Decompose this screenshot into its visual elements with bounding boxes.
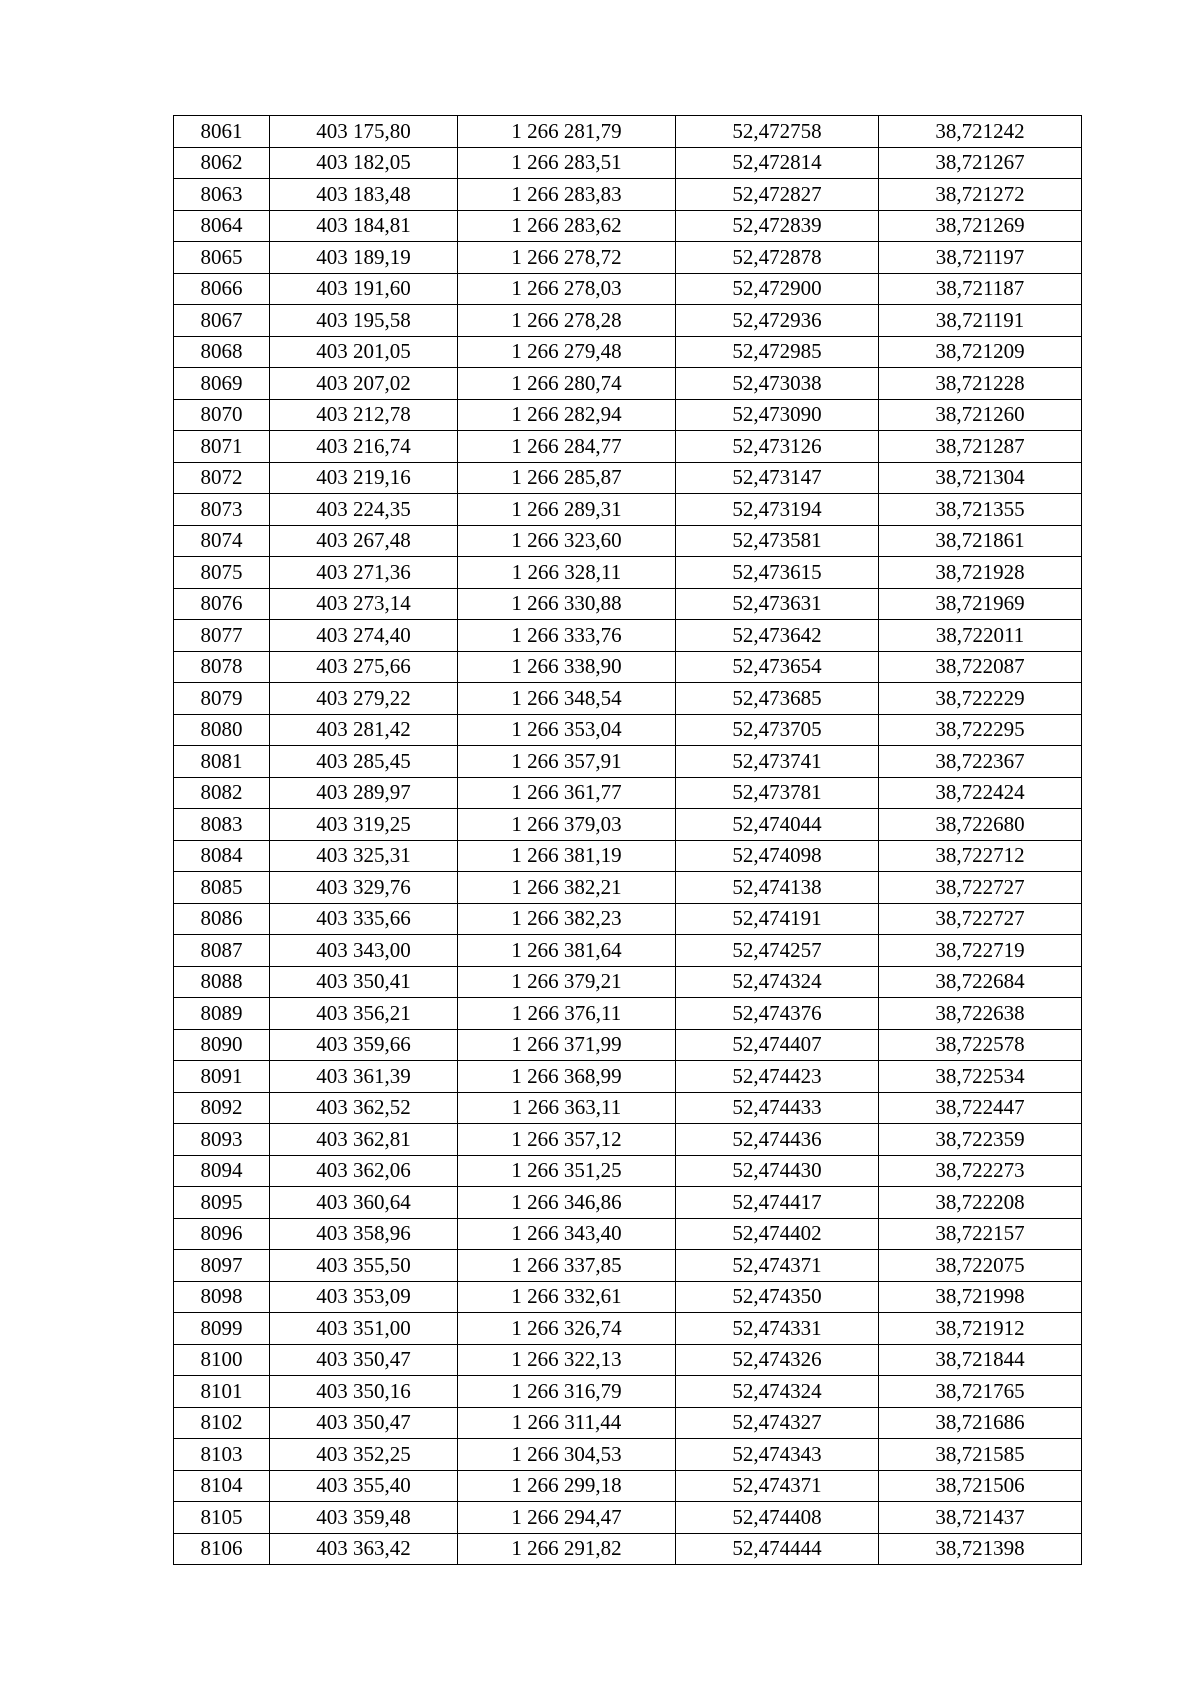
longitude-cell: 38,721912: [879, 1313, 1082, 1345]
table-row: [174, 746, 1082, 778]
latitude-cell: 52,472814: [676, 147, 879, 179]
longitude-cell: 38,721228: [879, 368, 1082, 400]
x-coordinate-cell: 403 355,50: [270, 1250, 458, 1282]
latitude-cell: 52,474417: [676, 1187, 879, 1219]
point-number-cell: 8080: [174, 714, 270, 746]
table-row: [174, 1155, 1082, 1187]
x-coordinate-cell: 403 289,97: [270, 777, 458, 809]
point-number-cell: 8090: [174, 1029, 270, 1061]
x-coordinate-cell: 403 352,25: [270, 1439, 458, 1471]
table-row: [174, 1344, 1082, 1376]
longitude-cell: 38,721686: [879, 1407, 1082, 1439]
point-number-cell: 8063: [174, 179, 270, 211]
x-coordinate-cell: 403 319,25: [270, 809, 458, 841]
longitude-cell: 38,721197: [879, 242, 1082, 274]
point-number-cell: 8079: [174, 683, 270, 715]
point-number-cell: 8106: [174, 1533, 270, 1565]
point-number-cell: 8085: [174, 872, 270, 904]
point-number-cell: 8083: [174, 809, 270, 841]
y-coordinate-cell: 1 266 357,91: [458, 746, 676, 778]
y-coordinate-cell: 1 266 284,77: [458, 431, 676, 463]
longitude-cell: 38,722727: [879, 903, 1082, 935]
x-coordinate-cell: 403 325,31: [270, 840, 458, 872]
point-number-cell: 8075: [174, 557, 270, 589]
longitude-cell: 38,722578: [879, 1029, 1082, 1061]
point-number-cell: 8072: [174, 462, 270, 494]
point-number-cell: 8073: [174, 494, 270, 526]
table-row: [174, 872, 1082, 904]
point-number-cell: 8078: [174, 651, 270, 683]
longitude-cell: 38,721187: [879, 273, 1082, 305]
point-number-cell: 8105: [174, 1502, 270, 1534]
point-number-cell: 8069: [174, 368, 270, 400]
point-number-cell: 8091: [174, 1061, 270, 1093]
point-number-cell: 8088: [174, 966, 270, 998]
point-number-cell: 8067: [174, 305, 270, 337]
y-coordinate-cell: 1 266 322,13: [458, 1344, 676, 1376]
x-coordinate-cell: 403 350,41: [270, 966, 458, 998]
table-row: [174, 1533, 1082, 1565]
x-coordinate-cell: 403 362,81: [270, 1124, 458, 1156]
longitude-cell: 38,721398: [879, 1533, 1082, 1565]
y-coordinate-cell: 1 266 278,72: [458, 242, 676, 274]
longitude-cell: 38,721287: [879, 431, 1082, 463]
latitude-cell: 52,472900: [676, 273, 879, 305]
point-number-cell: 8096: [174, 1218, 270, 1250]
y-coordinate-cell: 1 266 283,83: [458, 179, 676, 211]
y-coordinate-cell: 1 266 323,60: [458, 525, 676, 557]
longitude-cell: 38,721998: [879, 1281, 1082, 1313]
y-coordinate-cell: 1 266 279,48: [458, 336, 676, 368]
latitude-cell: 52,472839: [676, 210, 879, 242]
y-coordinate-cell: 1 266 289,31: [458, 494, 676, 526]
longitude-cell: 38,721506: [879, 1470, 1082, 1502]
y-coordinate-cell: 1 266 353,04: [458, 714, 676, 746]
x-coordinate-cell: 403 212,78: [270, 399, 458, 431]
table-row: [174, 714, 1082, 746]
longitude-cell: 38,722680: [879, 809, 1082, 841]
x-coordinate-cell: 403 362,06: [270, 1155, 458, 1187]
latitude-cell: 52,473685: [676, 683, 879, 715]
latitude-cell: 52,473147: [676, 462, 879, 494]
x-coordinate-cell: 403 184,81: [270, 210, 458, 242]
point-number-cell: 8070: [174, 399, 270, 431]
latitude-cell: 52,473781: [676, 777, 879, 809]
x-coordinate-cell: 403 361,39: [270, 1061, 458, 1093]
y-coordinate-cell: 1 266 381,64: [458, 935, 676, 967]
longitude-cell: 38,722719: [879, 935, 1082, 967]
x-coordinate-cell: 403 363,42: [270, 1533, 458, 1565]
table-row: [174, 1407, 1082, 1439]
point-number-cell: 8104: [174, 1470, 270, 1502]
x-coordinate-cell: 403 271,36: [270, 557, 458, 589]
y-coordinate-cell: 1 266 348,54: [458, 683, 676, 715]
latitude-cell: 52,472985: [676, 336, 879, 368]
y-coordinate-cell: 1 266 363,11: [458, 1092, 676, 1124]
y-coordinate-cell: 1 266 316,79: [458, 1376, 676, 1408]
point-number-cell: 8077: [174, 620, 270, 652]
longitude-cell: 38,722075: [879, 1250, 1082, 1282]
point-number-cell: 8099: [174, 1313, 270, 1345]
x-coordinate-cell: 403 356,21: [270, 998, 458, 1030]
latitude-cell: 52,472936: [676, 305, 879, 337]
y-coordinate-cell: 1 266 280,74: [458, 368, 676, 400]
point-number-cell: 8068: [174, 336, 270, 368]
latitude-cell: 52,474423: [676, 1061, 879, 1093]
latitude-cell: 52,474402: [676, 1218, 879, 1250]
table-row: [174, 1281, 1082, 1313]
table-row: [174, 1061, 1082, 1093]
longitude-cell: 38,721272: [879, 179, 1082, 211]
latitude-cell: 52,474138: [676, 872, 879, 904]
y-coordinate-cell: 1 266 282,94: [458, 399, 676, 431]
longitude-cell: 38,722447: [879, 1092, 1082, 1124]
table-row: [174, 431, 1082, 463]
y-coordinate-cell: 1 266 328,11: [458, 557, 676, 589]
point-number-cell: 8076: [174, 588, 270, 620]
latitude-cell: 52,474376: [676, 998, 879, 1030]
x-coordinate-cell: 403 285,45: [270, 746, 458, 778]
latitude-cell: 52,474408: [676, 1502, 879, 1534]
table-row: [174, 399, 1082, 431]
table-row: [174, 179, 1082, 211]
table-row: [174, 903, 1082, 935]
latitude-cell: 52,474343: [676, 1439, 879, 1471]
y-coordinate-cell: 1 266 278,03: [458, 273, 676, 305]
coordinates-table-body: [174, 116, 1082, 1565]
document-page: [173, 115, 1081, 1565]
table-row: [174, 116, 1082, 148]
table-row: [174, 966, 1082, 998]
table-row: [174, 368, 1082, 400]
latitude-cell: 52,474371: [676, 1250, 879, 1282]
y-coordinate-cell: 1 266 311,44: [458, 1407, 676, 1439]
latitude-cell: 52,472758: [676, 116, 879, 148]
longitude-cell: 38,721304: [879, 462, 1082, 494]
x-coordinate-cell: 403 359,48: [270, 1502, 458, 1534]
y-coordinate-cell: 1 266 333,76: [458, 620, 676, 652]
x-coordinate-cell: 403 275,66: [270, 651, 458, 683]
x-coordinate-cell: 403 353,09: [270, 1281, 458, 1313]
y-coordinate-cell: 1 266 332,61: [458, 1281, 676, 1313]
longitude-cell: 38,722424: [879, 777, 1082, 809]
table-row: [174, 1439, 1082, 1471]
table-row: [174, 525, 1082, 557]
longitude-cell: 38,721267: [879, 147, 1082, 179]
y-coordinate-cell: 1 266 283,62: [458, 210, 676, 242]
x-coordinate-cell: 403 191,60: [270, 273, 458, 305]
table-row: [174, 305, 1082, 337]
point-number-cell: 8093: [174, 1124, 270, 1156]
y-coordinate-cell: 1 266 299,18: [458, 1470, 676, 1502]
table-row: [174, 1187, 1082, 1219]
x-coordinate-cell: 403 195,58: [270, 305, 458, 337]
point-number-cell: 8062: [174, 147, 270, 179]
longitude-cell: 38,722273: [879, 1155, 1082, 1187]
table-row: [174, 557, 1082, 589]
point-number-cell: 8098: [174, 1281, 270, 1313]
longitude-cell: 38,722367: [879, 746, 1082, 778]
x-coordinate-cell: 403 335,66: [270, 903, 458, 935]
point-number-cell: 8066: [174, 273, 270, 305]
table-row: [174, 462, 1082, 494]
latitude-cell: 52,473581: [676, 525, 879, 557]
point-number-cell: 8064: [174, 210, 270, 242]
latitude-cell: 52,473705: [676, 714, 879, 746]
x-coordinate-cell: 403 329,76: [270, 872, 458, 904]
longitude-cell: 38,721585: [879, 1439, 1082, 1471]
latitude-cell: 52,473741: [676, 746, 879, 778]
longitude-cell: 38,722087: [879, 651, 1082, 683]
y-coordinate-cell: 1 266 343,40: [458, 1218, 676, 1250]
x-coordinate-cell: 403 362,52: [270, 1092, 458, 1124]
longitude-cell: 38,721765: [879, 1376, 1082, 1408]
table-row: [174, 998, 1082, 1030]
latitude-cell: 52,474436: [676, 1124, 879, 1156]
y-coordinate-cell: 1 266 326,74: [458, 1313, 676, 1345]
latitude-cell: 52,474430: [676, 1155, 879, 1187]
table-row: [174, 1124, 1082, 1156]
longitude-cell: 38,721928: [879, 557, 1082, 589]
coordinates-table: [173, 115, 1082, 1565]
longitude-cell: 38,722157: [879, 1218, 1082, 1250]
x-coordinate-cell: 403 360,64: [270, 1187, 458, 1219]
table-row: [174, 242, 1082, 274]
table-row: [174, 336, 1082, 368]
latitude-cell: 52,474444: [676, 1533, 879, 1565]
latitude-cell: 52,473194: [676, 494, 879, 526]
longitude-cell: 38,722712: [879, 840, 1082, 872]
table-row: [174, 809, 1082, 841]
longitude-cell: 38,721191: [879, 305, 1082, 337]
x-coordinate-cell: 403 224,35: [270, 494, 458, 526]
y-coordinate-cell: 1 266 381,19: [458, 840, 676, 872]
table-row: [174, 147, 1082, 179]
point-number-cell: 8100: [174, 1344, 270, 1376]
latitude-cell: 52,474098: [676, 840, 879, 872]
table-row: [174, 1092, 1082, 1124]
longitude-cell: 38,722684: [879, 966, 1082, 998]
y-coordinate-cell: 1 266 346,86: [458, 1187, 676, 1219]
latitude-cell: 52,474324: [676, 966, 879, 998]
x-coordinate-cell: 403 359,66: [270, 1029, 458, 1061]
table-row: [174, 620, 1082, 652]
longitude-cell: 38,721242: [879, 116, 1082, 148]
y-coordinate-cell: 1 266 379,21: [458, 966, 676, 998]
table-row: [174, 494, 1082, 526]
point-number-cell: 8084: [174, 840, 270, 872]
longitude-cell: 38,721437: [879, 1502, 1082, 1534]
table-row: [174, 683, 1082, 715]
y-coordinate-cell: 1 266 371,99: [458, 1029, 676, 1061]
table-row: [174, 1250, 1082, 1282]
latitude-cell: 52,474191: [676, 903, 879, 935]
y-coordinate-cell: 1 266 379,03: [458, 809, 676, 841]
x-coordinate-cell: 403 267,48: [270, 525, 458, 557]
x-coordinate-cell: 403 216,74: [270, 431, 458, 463]
point-number-cell: 8074: [174, 525, 270, 557]
latitude-cell: 52,474331: [676, 1313, 879, 1345]
table-row: [174, 1029, 1082, 1061]
x-coordinate-cell: 403 350,47: [270, 1344, 458, 1376]
x-coordinate-cell: 403 183,48: [270, 179, 458, 211]
point-number-cell: 8082: [174, 777, 270, 809]
latitude-cell: 52,473631: [676, 588, 879, 620]
point-number-cell: 8081: [174, 746, 270, 778]
x-coordinate-cell: 403 274,40: [270, 620, 458, 652]
point-number-cell: 8071: [174, 431, 270, 463]
longitude-cell: 38,722359: [879, 1124, 1082, 1156]
point-number-cell: 8086: [174, 903, 270, 935]
latitude-cell: 52,474326: [676, 1344, 879, 1376]
longitude-cell: 38,721861: [879, 525, 1082, 557]
longitude-cell: 38,721269: [879, 210, 1082, 242]
x-coordinate-cell: 403 343,00: [270, 935, 458, 967]
y-coordinate-cell: 1 266 278,28: [458, 305, 676, 337]
y-coordinate-cell: 1 266 376,11: [458, 998, 676, 1030]
longitude-cell: 38,721355: [879, 494, 1082, 526]
x-coordinate-cell: 403 350,47: [270, 1407, 458, 1439]
point-number-cell: 8097: [174, 1250, 270, 1282]
x-coordinate-cell: 403 175,80: [270, 116, 458, 148]
latitude-cell: 52,474371: [676, 1470, 879, 1502]
x-coordinate-cell: 403 351,00: [270, 1313, 458, 1345]
table-row: [174, 651, 1082, 683]
x-coordinate-cell: 403 358,96: [270, 1218, 458, 1250]
x-coordinate-cell: 403 350,16: [270, 1376, 458, 1408]
table-row: [174, 935, 1082, 967]
latitude-cell: 52,473615: [676, 557, 879, 589]
latitude-cell: 52,474044: [676, 809, 879, 841]
point-number-cell: 8092: [174, 1092, 270, 1124]
longitude-cell: 38,722295: [879, 714, 1082, 746]
latitude-cell: 52,472827: [676, 179, 879, 211]
latitude-cell: 52,473090: [676, 399, 879, 431]
y-coordinate-cell: 1 266 330,88: [458, 588, 676, 620]
longitude-cell: 38,722727: [879, 872, 1082, 904]
x-coordinate-cell: 403 201,05: [270, 336, 458, 368]
table-row: [174, 1376, 1082, 1408]
y-coordinate-cell: 1 266 304,53: [458, 1439, 676, 1471]
y-coordinate-cell: 1 266 382,21: [458, 872, 676, 904]
y-coordinate-cell: 1 266 357,12: [458, 1124, 676, 1156]
latitude-cell: 52,473126: [676, 431, 879, 463]
x-coordinate-cell: 403 219,16: [270, 462, 458, 494]
y-coordinate-cell: 1 266 294,47: [458, 1502, 676, 1534]
latitude-cell: 52,473038: [676, 368, 879, 400]
y-coordinate-cell: 1 266 368,99: [458, 1061, 676, 1093]
table-row: [174, 1502, 1082, 1534]
latitude-cell: 52,473642: [676, 620, 879, 652]
table-row: [174, 840, 1082, 872]
y-coordinate-cell: 1 266 283,51: [458, 147, 676, 179]
table-row: [174, 210, 1082, 242]
y-coordinate-cell: 1 266 285,87: [458, 462, 676, 494]
y-coordinate-cell: 1 266 281,79: [458, 116, 676, 148]
point-number-cell: 8102: [174, 1407, 270, 1439]
y-coordinate-cell: 1 266 337,85: [458, 1250, 676, 1282]
point-number-cell: 8101: [174, 1376, 270, 1408]
x-coordinate-cell: 403 355,40: [270, 1470, 458, 1502]
latitude-cell: 52,474327: [676, 1407, 879, 1439]
point-number-cell: 8061: [174, 116, 270, 148]
longitude-cell: 38,721969: [879, 588, 1082, 620]
latitude-cell: 52,473654: [676, 651, 879, 683]
y-coordinate-cell: 1 266 338,90: [458, 651, 676, 683]
point-number-cell: 8065: [174, 242, 270, 274]
latitude-cell: 52,474350: [676, 1281, 879, 1313]
y-coordinate-cell: 1 266 291,82: [458, 1533, 676, 1565]
table-row: [174, 1218, 1082, 1250]
latitude-cell: 52,474433: [676, 1092, 879, 1124]
table-row: [174, 588, 1082, 620]
longitude-cell: 38,722229: [879, 683, 1082, 715]
latitude-cell: 52,472878: [676, 242, 879, 274]
longitude-cell: 38,722638: [879, 998, 1082, 1030]
point-number-cell: 8087: [174, 935, 270, 967]
point-number-cell: 8095: [174, 1187, 270, 1219]
latitude-cell: 52,474324: [676, 1376, 879, 1408]
longitude-cell: 38,721844: [879, 1344, 1082, 1376]
table-row: [174, 1313, 1082, 1345]
longitude-cell: 38,722208: [879, 1187, 1082, 1219]
latitude-cell: 52,474407: [676, 1029, 879, 1061]
y-coordinate-cell: 1 266 382,23: [458, 903, 676, 935]
x-coordinate-cell: 403 189,19: [270, 242, 458, 274]
y-coordinate-cell: 1 266 351,25: [458, 1155, 676, 1187]
table-row: [174, 777, 1082, 809]
longitude-cell: 38,722534: [879, 1061, 1082, 1093]
table-row: [174, 1470, 1082, 1502]
x-coordinate-cell: 403 279,22: [270, 683, 458, 715]
longitude-cell: 38,721209: [879, 336, 1082, 368]
point-number-cell: 8094: [174, 1155, 270, 1187]
x-coordinate-cell: 403 207,02: [270, 368, 458, 400]
longitude-cell: 38,721260: [879, 399, 1082, 431]
point-number-cell: 8089: [174, 998, 270, 1030]
longitude-cell: 38,722011: [879, 620, 1082, 652]
latitude-cell: 52,474257: [676, 935, 879, 967]
x-coordinate-cell: 403 273,14: [270, 588, 458, 620]
x-coordinate-cell: 403 182,05: [270, 147, 458, 179]
x-coordinate-cell: 403 281,42: [270, 714, 458, 746]
y-coordinate-cell: 1 266 361,77: [458, 777, 676, 809]
point-number-cell: 8103: [174, 1439, 270, 1471]
table-row: [174, 273, 1082, 305]
